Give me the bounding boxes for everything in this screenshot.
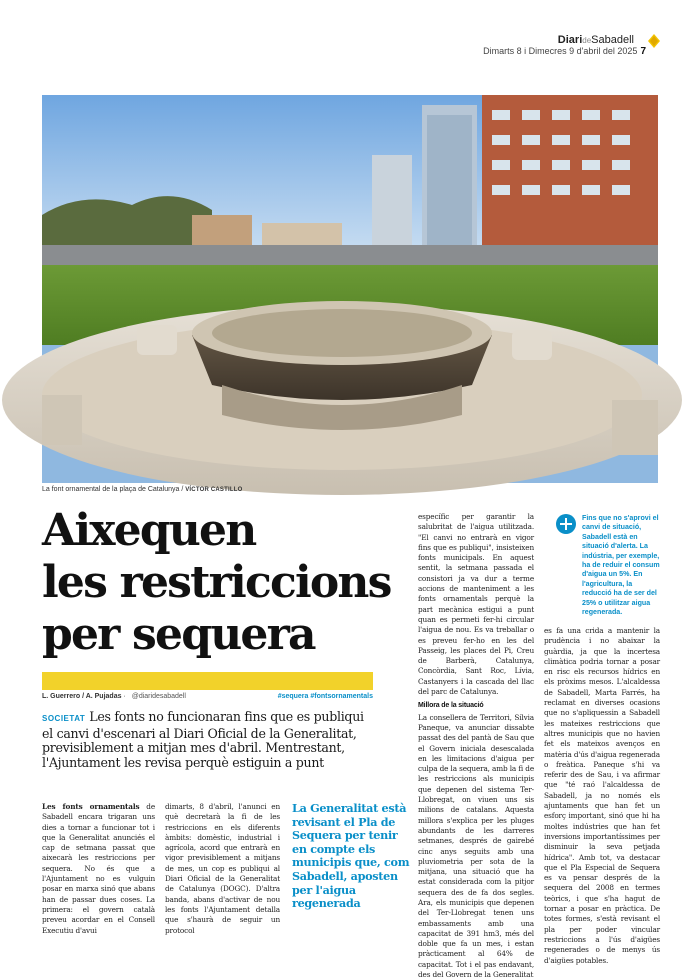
page-date-line xyxy=(483,46,646,57)
body-column-1 xyxy=(42,802,155,936)
body-text-3b: La consellera de Territori, Sílvia Paneque, va anunciar dissabte passat des del pantà de Sau que el Govern iniciala desescalada en les limitacions d'aigua per culpa de la sequera, amb la fi de les restriccions als municipis que depenen del sistema Ter-Llobregat, on viuen uns sis milions de catalans. Aquesta millora s'explica per les pluges abundants de les darreres setmanes, després de gairebé cinc anys seguits amb una pluviometria per sota de la mitjana, una situació que ha estat considerada com la pitjor sequera des de fa dos segles. Ara, els municipis que depenen del Ter-Llobregat tenen uns embassaments amb una capacitat de 391 hm3, més del doble que fa un mes, i estan pràcticament al 64% de capacitat. Tot i el pas endavant, des del Govern de la Generalitat xyxy=(418,712,534,980)
body-column-3 xyxy=(418,512,534,980)
photo-credit: VÍCTOR CASTILLO xyxy=(185,487,243,493)
subheading: Millora de la situació xyxy=(418,702,484,710)
headline-line-1: Aixequen xyxy=(42,505,256,556)
social-handle[interactable]: @diaridesabadell xyxy=(131,693,186,700)
brand-main: Diari xyxy=(557,34,583,46)
byline xyxy=(42,693,373,700)
headline-line-3: per sequera xyxy=(42,609,315,660)
byline-separator: · xyxy=(121,693,128,700)
headline-line-2: les restriccions xyxy=(42,557,391,608)
body-column-4 xyxy=(544,626,660,966)
article-headline xyxy=(42,505,412,661)
plus-circle-icon xyxy=(556,514,576,534)
brand-de: de xyxy=(582,36,592,45)
body-column-2 xyxy=(165,802,280,936)
photo-caption xyxy=(42,486,242,493)
caption-text: La font ornamental de la plaça de Catalunya / xyxy=(42,486,184,493)
info-box: Fins que no s'aprovi el canvi de situació, Sabadell està en situació d'alerta. La indústria, per exemple, ha de reduir el consum d'aigua un 5%. En l'agricultura, la reducció ha de ser del 25% o utilitzar aigua regenerada. xyxy=(582,514,660,617)
page-number: 7 xyxy=(640,46,646,57)
hashtags[interactable]: #sequera #fontsornamentals xyxy=(277,693,373,700)
fountain-photo xyxy=(42,95,658,483)
body-text-4: es fa una crida a mantenir la prudència i no abaixar la guàrdia, ja que la incertesa climàtica podria tornar a posar en risc els recursos hídrics en els pròxims mesos. L'alcaldessa de Sabadell, Marta Farrés, ha reclamat en diverses ocasions que no s'apliquessin a Sabadell les mateixes restriccions que altres municipis que no havien fet els mateixos avenços en matèria d'ús d'aigua regenerada o freàtica. Paneque s'hi va referir des de Sau, i va afirmar que "té raó l'alcaldessa de Sabadell, ja no només els ajuntaments que han fet un esforç important, sinó que hi ha moltes indústries que han fet inversions importantíssimes per disminuir la seva petjada hídrica". Amb tot, va destacar que el Pla Especial de Sequera es va pensar després de la sequera del 2008 en termes teòrics, i que s'ha hagut de tornar a posar en pràctica. De totes formes, s'està revisant el pla per poder vincular restriccions a l'ús d'aigües regenerades o de menys ús d'aigües potables. xyxy=(544,626,660,965)
lead-in: Les fonts ornamentals xyxy=(42,802,140,811)
masthead-logo xyxy=(558,34,634,46)
authors: L. Guerrero / A. Pujadas xyxy=(42,693,122,700)
headline-accent-bar xyxy=(42,672,373,690)
section-label: SOCIETAT xyxy=(42,714,86,723)
issue-date: Dimarts 8 i Dimecres 9 d'abril del 2025 xyxy=(483,46,638,56)
body-text-3: específic per garantir la salubritat de l'aigua utilitzada. "El canvi no entrarà en vigor fins que es publiqui", insisteixen fonts municipals. En aquest sentit, la setmana passada el consistori ja va dur a terme accions de manteniment a les fonts ornamentals perquè la part mecànica estigui a punt quan es permeti fer-hi circular l'aigua de nou. Es va treballar o es preveu fer-ho en les del Passeig, les places del Pi, Creu de Barberà, Catalunya, Concòrdia, Sant Roc, Lívia, Castanyers i la cascada del llac del parc de Catalunya. xyxy=(418,512,534,697)
brand-city: Sabadell xyxy=(591,34,634,46)
body-text-1: de Sabadell encara trigaran uns dies a tornar a funcionar tot i que la Generalitat anunciés el cap de setmana passat que aixecarà les restriccions per sequera. No és que a l'Ajuntament no es vulguin posar en marxa sinó que abans han de passar dues coses. La primera: el govern català preveu acordar en el Consell Executiu d'avui xyxy=(42,802,155,935)
sabadell-diamond-icon xyxy=(648,34,660,48)
body-text-2: dimarts, 8 d'abril, l'anunci en què decretarà la fi de les restriccions en els diferents àmbits: domèstic, industrial i agrícola, acord que entrarà en vigor previsiblement a mitjans de mes, un cop es publiqui al Diari Oficial de la Generalitat de Catalunya (DOGC). D'altra banda, abans d'activar de nou les fonts l'Ajuntament detalla que s'haurà de seguir un protocol xyxy=(165,802,280,935)
standfirst-text: Les fonts no funcionaran fins que es publiqui el canvi d'escenari al Diari Oficial de la Generalitat, previsiblement a mitjan mes d'abril. Mentrestant, l'Ajuntament les revisa perquè estiguin a punt xyxy=(42,709,364,770)
standfirst xyxy=(42,710,372,770)
pull-quote: La Generalitat està revisant el Pla de Sequera per tenir en compte els municipis que, com Sabadell, aposten per l'aigua regenerada xyxy=(292,801,410,911)
